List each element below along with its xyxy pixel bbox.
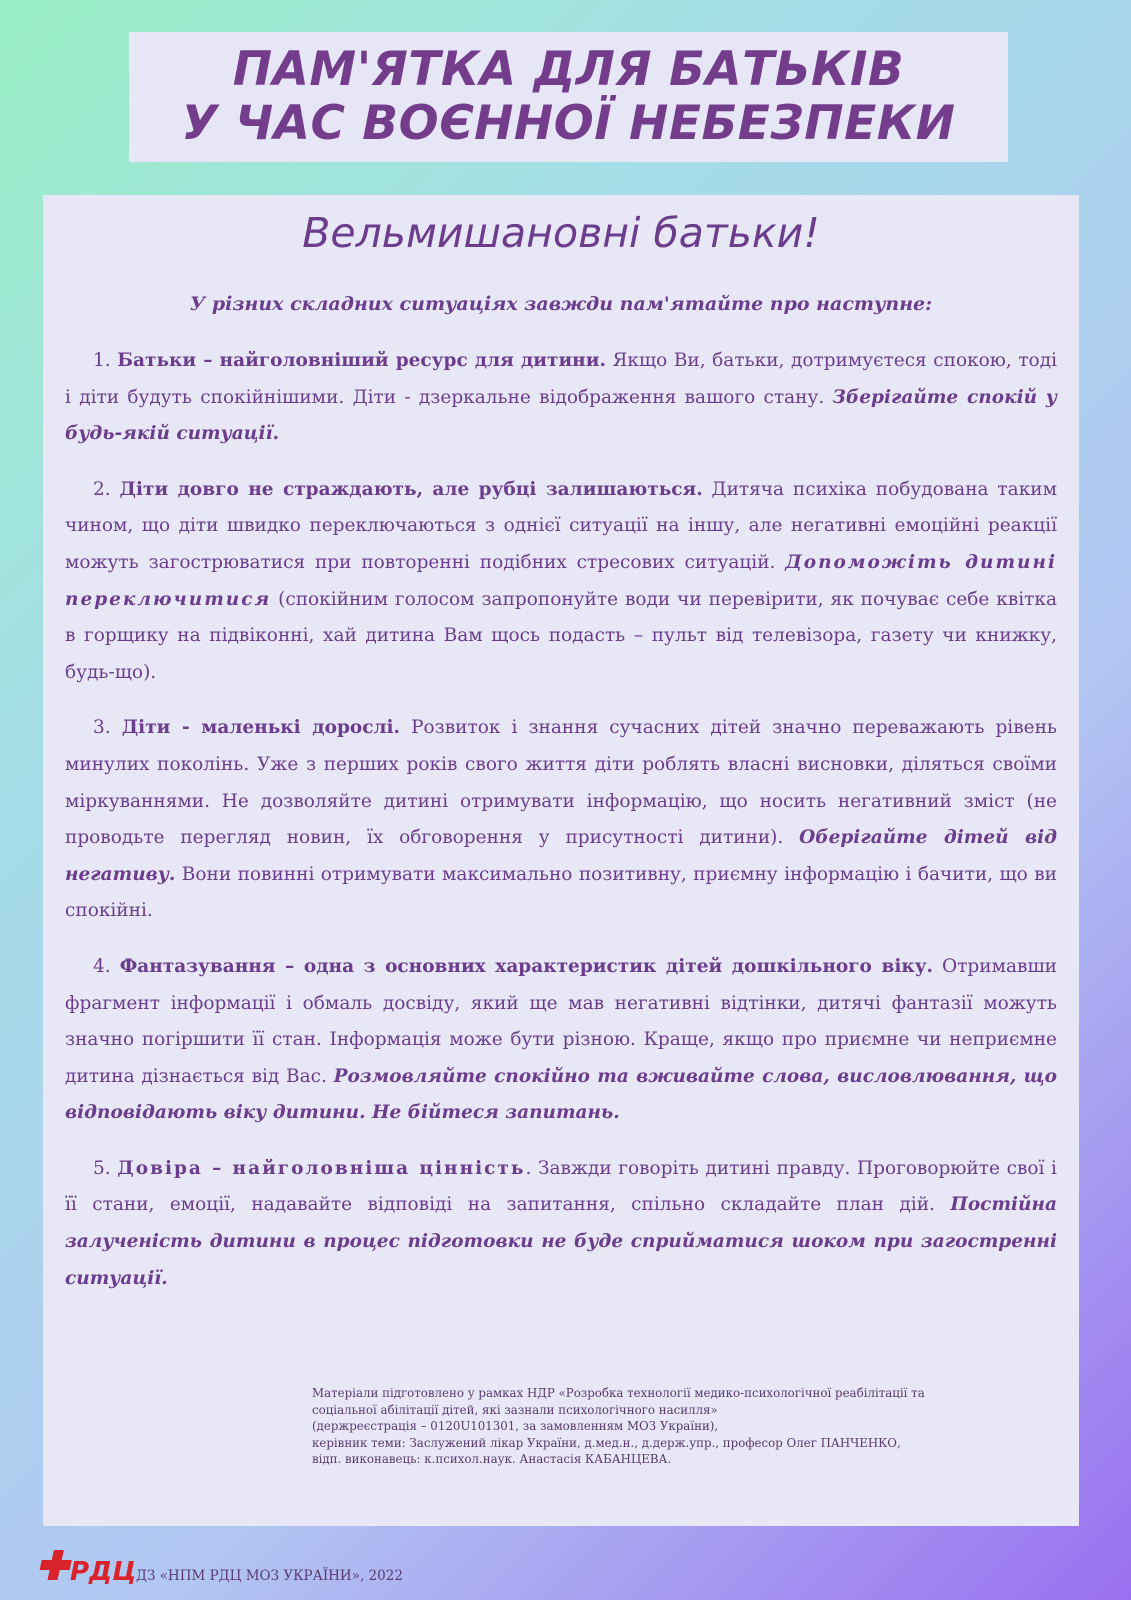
title-line-1: ПАМ'ЯТКА ДЛЯ БАТЬКІВ (232, 42, 905, 97)
point-4 (65, 949, 1057, 1132)
footnote-line-1: Матеріали підготовлено у рамках НДР «Розробка технології медико-психологічної реабілітації та (312, 1386, 925, 1400)
point-text: Дитяча психіка побудована таким чином, що діти швидко переключаються з однієї ситуації на іншу, але негативні емоційні реакції можуть загострюватися при повторенні подібних стресових ситуацій. (65, 478, 1057, 573)
point-emphasis: Постійна залученість дитини в процес підготовки не буде сприйматися шоком при загостренні ситуації. (65, 1194, 1057, 1289)
footer-organization: ДЗ «НПМ РДЦ МОЗ УКРАЇНИ», 2022 (136, 1568, 403, 1584)
footnote-line-5: відп. виконавець: к.психол.наук. Анастасія КАБАНЦЕВА. (312, 1452, 672, 1466)
footnote-line-2: соціальної абілітації дітей, які зазнали психологічного насилля» (312, 1402, 718, 1417)
points-list (65, 343, 1057, 1316)
footnote (312, 1385, 1062, 1468)
point-1 (65, 343, 1057, 453)
greeting-heading: Вельмишановні батьки! (302, 209, 820, 257)
point-emphasis: Зберігайте спокій у будь-якій ситуації. (65, 386, 1057, 445)
footnote-line-4: керівник теми: Заслужений лікар України, д.мед.н., д.держ.упр., професор Олег ПАНЧЕНКО, (312, 1435, 901, 1450)
point-number: 1. (93, 350, 111, 371)
title-line-2: У ЧАС ВОЄННОЇ НЕБЕЗПЕКИ (181, 96, 956, 151)
point-emphasis: Оберігайте дітей від негативу. (65, 827, 1057, 885)
point-3 (65, 710, 1057, 930)
point-emphasis: Допоможіть дитині переключитися (65, 551, 1058, 610)
intro-line: У різних складних ситуаціях завжди пам'ятайте про наступне: (189, 293, 933, 315)
point-number: 3. (93, 717, 111, 739)
point-number: 2. (93, 478, 111, 500)
rdc-logo (36, 1540, 137, 1587)
point-heading: Фантазування – одна з основних характеристик дітей дошкільного віку. (119, 955, 933, 977)
cross-mark (37, 1550, 73, 1580)
point-number: 5. (93, 1157, 111, 1179)
point-number: 4. (93, 955, 111, 977)
point-5 (65, 1151, 1057, 1297)
point-text: Розвиток і знання сучасних дітей значно переважають рівень минулих поколінь. Уже з перших років свого життя діти роблять власні висновки, діляться своїми міркуваннями. Не дозволяйте дитині отримувати інформацію, що носить негативний зміст (не проводьте перегляд новин, їх обговорення у присутності дитини). (65, 717, 1057, 849)
point-heading: Довіра – найголовніша цінність (117, 1157, 526, 1179)
logo-text: РДЦ (70, 1557, 137, 1587)
point-text: Якщо Ви, батьки, дотримуєтеся спокою, тоді і діти будуть спокійнішими. Діти - дзеркальне відображення вашого стану. (65, 350, 1057, 408)
point-text: . Завжди говоріть дитині правду. Проговорюйте свої і її стани, емоції, надавайте відповіді на запитання, спільно складайте план дій. (65, 1157, 1057, 1216)
content-panel (43, 195, 1079, 1526)
point-heading: Діти - маленькі дорослі. (121, 717, 400, 739)
point-heading: Діти довго не страждають, але рубці залишаються. (119, 478, 703, 500)
footnote-line-3: (держреєстрація – 0120U101301, за замовленням МОЗ України), (312, 1419, 719, 1433)
point-text-continued: Вони повинні отримувати максимально позитивну, приємну інформацію і бачити, що ви спокійні. (65, 863, 1057, 922)
point-2 (65, 472, 1057, 692)
point-emphasis: Розмовляйте спокійно та вживайте слова, висловлювання, що відповідають віку дитини. Не бійтеся запитань. (65, 1065, 1057, 1124)
point-heading: Батьки – найголовніший ресурс для дитини. (117, 350, 606, 371)
point-text: Отримавши фрагмент інформації і обмаль досвіду, який ще мав негативні відтінки, дитячі фантазії можуть значно погіршити її стан. Інформація може бути різною. Краще, якщо про приємне чи неприємне дитина дізнається від Вас. (65, 955, 1057, 1087)
point-text-continued: (спокійним голосом запропонуйте води чи перевірити, як почуває себе квітка в горщику на підвіконні, хай дитина Вам щось подасть – пульт від телевізора, газету чи книжку, будь-що). (65, 588, 1057, 683)
title-banner (129, 32, 1008, 162)
